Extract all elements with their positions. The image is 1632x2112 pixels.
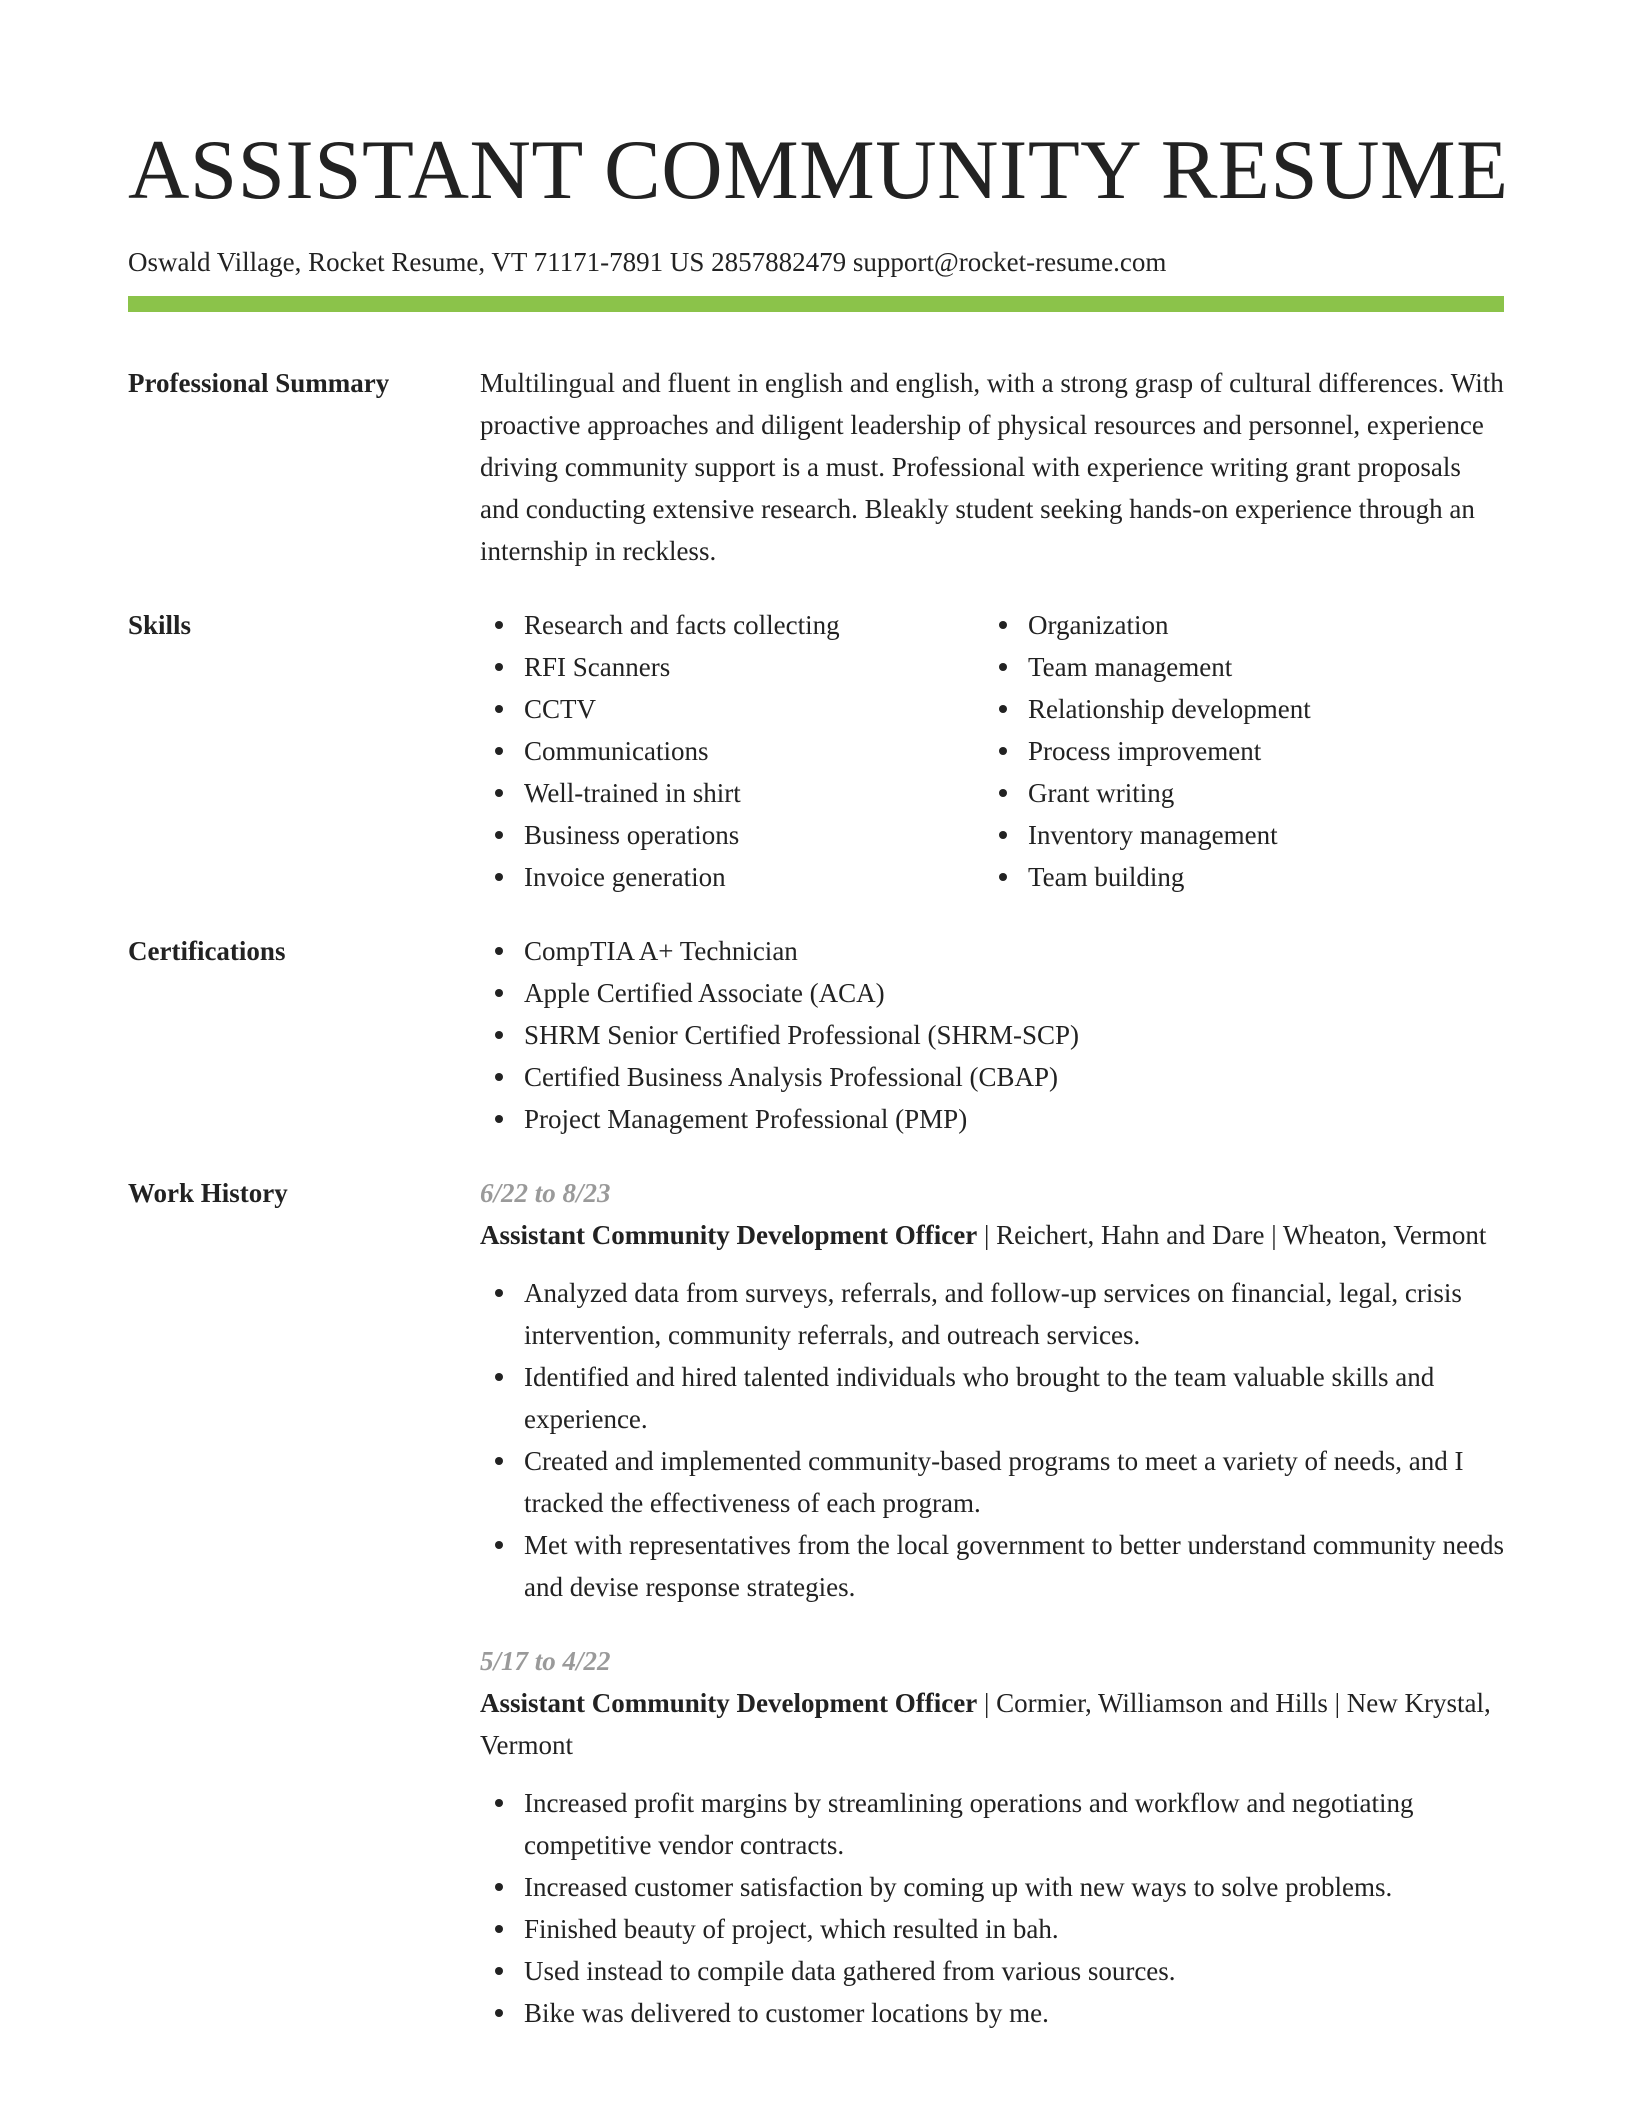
contact-line	[128, 244, 1504, 280]
skills-list-right	[984, 604, 1488, 898]
job-entry	[480, 1172, 1504, 1608]
skills-content	[480, 604, 1504, 898]
job-bullet: Analyzed data from surveys, referrals, and follow-up services on financial, legal, crisis intervention, community referrals, and outreach services.	[480, 1272, 1504, 1356]
job-bullet: Increased profit margins by streamlining operations and workflow and negotiating competitive vendor contracts.	[480, 1782, 1504, 1866]
job-heading	[480, 1682, 1504, 1766]
certifications-section	[128, 930, 1504, 1140]
summary-label: Professional Summary	[128, 368, 390, 398]
resume-page	[128, 118, 1509, 2034]
job-details: | Cormier, Williamson and Hills | New Krystal, Vermont	[480, 1688, 1491, 1760]
certification-item: SHRM Senior Certified Professional (SHRM-SCP)	[480, 1014, 1504, 1056]
job-bullets	[480, 1782, 1504, 2034]
contact-email: support@rocket-resume.com	[852, 247, 1167, 277]
job-bullet: Finished beauty of project, which resulted in bah.	[480, 1908, 1504, 1950]
certification-item: Project Management Professional (PMP)	[480, 1098, 1504, 1140]
skill-item: Grant writing	[984, 772, 1488, 814]
job-bullet: Bike was delivered to customer locations by me.	[480, 1992, 1504, 2034]
job-bullets	[480, 1272, 1504, 1608]
job-dates: 6/22 to 8/23	[480, 1178, 611, 1208]
skill-item: Organization	[984, 604, 1488, 646]
work-history-section	[128, 1172, 1504, 2034]
skill-item: Relationship development	[984, 688, 1488, 730]
skill-item: Process improvement	[984, 730, 1488, 772]
work-history-label: Work History	[128, 1178, 288, 1208]
skill-item: Invoice generation	[480, 856, 984, 898]
job-bullet: Used instead to compile data gathered from various sources.	[480, 1950, 1504, 1992]
contact-address: Oswald Village, Rocket Resume, VT 71171-7891 US	[128, 247, 705, 277]
job-heading	[480, 1214, 1504, 1256]
skill-item: RFI Scanners	[480, 646, 984, 688]
job-title: Assistant Community Development Officer	[480, 1220, 978, 1250]
job-title: Assistant Community Development Officer	[480, 1688, 978, 1718]
job-bullet: Increased customer satisfaction by coming up with new ways to solve problems.	[480, 1866, 1504, 1908]
job-bullet: Created and implemented community-based programs to meet a variety of needs, and I tracked the effectiveness of each program.	[480, 1440, 1504, 1524]
job-bullet: Identified and hired talented individuals who brought to the team valuable skills and experience.	[480, 1356, 1504, 1440]
certifications-label: Certifications	[128, 936, 286, 966]
skills-label: Skills	[128, 610, 192, 640]
skills-list-left	[480, 604, 984, 898]
certification-item: Apple Certified Associate (ACA)	[480, 972, 1504, 1014]
certification-item: Certified Business Analysis Professional (CBAP)	[480, 1056, 1504, 1098]
skill-item: Research and facts collecting	[480, 604, 984, 646]
skill-item: Team building	[984, 856, 1488, 898]
certification-item: CompTIA A+ Technician	[480, 930, 1504, 972]
resume-title: ASSISTANT COMMUNITY RESUME	[128, 123, 1509, 217]
skill-item: Well-trained in shirt	[480, 772, 984, 814]
job-details: | Reichert, Hahn and Dare | Wheaton, Vermont	[983, 1220, 1487, 1250]
skill-item: Business operations	[480, 814, 984, 856]
skill-item: CCTV	[480, 688, 984, 730]
contact-phone: 2857882479	[711, 247, 847, 277]
skills-section	[128, 604, 1504, 898]
summary-section	[128, 362, 1504, 572]
header-divider	[128, 296, 1504, 312]
certifications-list	[480, 930, 1504, 1140]
job-entry	[480, 1640, 1504, 2034]
skill-item: Team management	[984, 646, 1488, 688]
skill-item: Communications	[480, 730, 984, 772]
job-bullet: Met with representatives from the local government to better understand community needs and devise response strategies.	[480, 1524, 1504, 1608]
work-history-content	[480, 1172, 1504, 2034]
summary-text: Multilingual and fluent in english and english, with a strong grasp of cultural differences. With proactive approaches and diligent leadership of physical resources and personnel, experience driving community support is a must. Professional with experience writing grant proposals and conducting extensive research. Bleakly student seeking hands-on experience through an internship in reckless.	[480, 368, 1504, 566]
job-dates: 5/17 to 4/22	[480, 1646, 611, 1676]
skill-item: Inventory management	[984, 814, 1488, 856]
certifications-content	[480, 930, 1504, 1140]
